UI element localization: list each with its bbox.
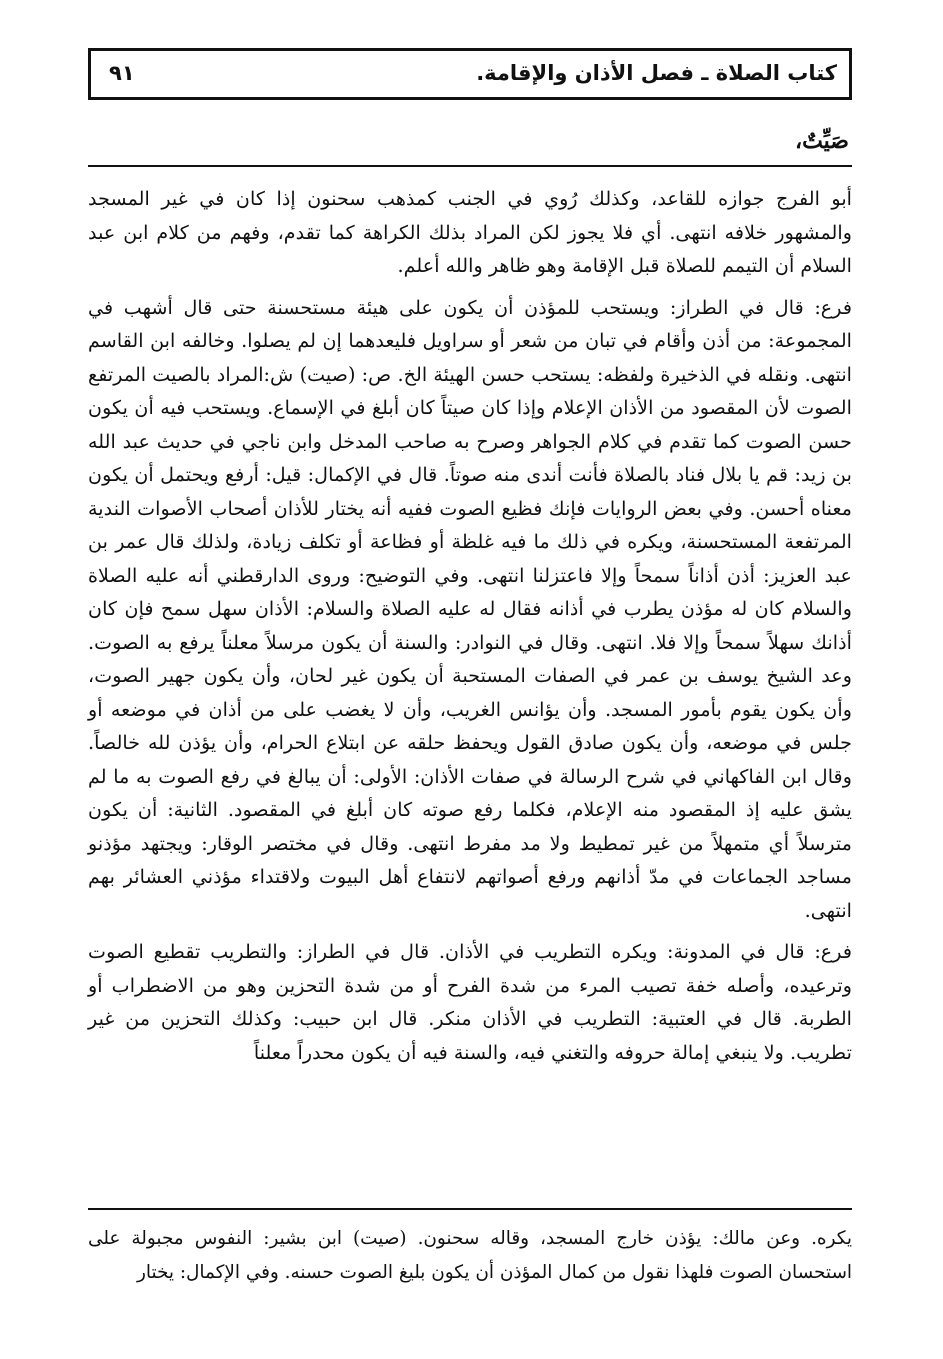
paragraph-1: أبو الفرج جوازه للقاعد، وكذلك رُوي في الجنب كمذهب سحنون إذا كان في غير المسجد والمشهور خلافه انتهى. أي فلا يجوز لكن المراد بذلك الكراهة كما تقدم، وفهم من كلام ابن عبد السلام أن التيمم للصلاة قبل الإقامة وهو ظاهر والله أعلم. <box>88 187 852 277</box>
matn-footnote <box>88 1222 852 1290</box>
paragraph-2: فرع: قال في الطراز: ويستحب للمؤذن أن يكون على هيئة مستحسنة حتى قال أشهب في المجموعة: من أذن وأقام في تبان من شعر أو سراويل فليعدهما إن لم يصلوا. وخالفه ابن القاسم انتهى. ونقله في الذخيرة ولفظه: يستحب حسن الهيئة الخ. ص: (صيت) ش:المراد بالصيت المرتفع الصوت لأن المقصود من الأذان الإعلام وإذا كان صيتاً كان أبلغ في الإسماع. ويستحب فيه أن يكون حسن الصوت كما تقدم في كلام الجواهر وصرح به صاحب المدخل وابن ناجي في حديث عبد الله بن زيد: قم يا بلال فناد بالصلاة فأنت أندى منه صوتاً. قال في الإكمال: قيل: أرفع ويحتمل أن يكون معناه أحسن. وفي بعض الروايات فإنك فظيع الصوت ففيه أنه يختار للأذان أصحاب الأصوات الندية المرتفعة المستحسنة، ويكره في ذلك ما فيه غلظة أو فظاعة أو تكلف زيادة، ولذلك قال عمر بن عبد العزيز: أذن أذاناً سمحاً وإلا فاعتزلنا انتهى. وفي التوضيح: وروى الدارقطني أنه عليه الصلاة والسلام كان له مؤذن يطرب في أذانه فقال له عليه الصلاة والسلام: الأذان سهل سمح فإن كان أذانك سهلاً سمحاً وإلا فلا. انتهى. وقال في النوادر: والسنة أن يكون مرسلاً معلناً يرفع به الصوت. وعد الشيخ يوسف بن عمر في الصفات المستحبة أن يكون غير لحان، وأن يكون جهير الصوت، وأن يكون يقوم بأمور المسجد. وأن يؤانس الغريب، وأن لا يغضب على من أذان في موضعه أو جلس في موضعه، وأن يكون صادق القول ويحفظ حلقه عن ابتلاع الحرام، وأن يؤذن لله خالصاً. وقال ابن الفاكهاني في شرح الرسالة في صفات الأذان: الأولى: أن يبالغ في رفع الصوت به ما لم يشق عليه إذ المقصود منه الإعلام، فكلما رفع صوته كان أبلغ في المقصود. الثانية: أن يكون مترسلاً أي متمهلاً من غير تمطيط ولا مد مفرط انتهى. وقال في مختصر الوقار: ويجتهد مؤذنو مساجد الجماعات في مدّ أذانهم ورفع أصواتهم لانتفاع أهل البيوت ولاقتداء مؤذني العشائر بهم انتهى. <box>88 295 852 922</box>
footnote-text: يكره. وعن مالك: يؤذن خارج المسجد، وقاله سحنون. (صيت) ابن بشير: النفوس مجبولة على استحسان الصوت فلهذا نقول من كمال المؤذن أن يكون بليغ الصوت حسنه. وفي الإكمال: يختار <box>88 1228 852 1283</box>
continuation-word: صَيِّتٌ، <box>794 128 849 154</box>
running-header <box>88 48 852 100</box>
page-number: ٩١ <box>109 61 135 85</box>
top-divider <box>88 165 852 167</box>
footnote-divider <box>88 1208 852 1210</box>
paragraph-3: فرع: قال في المدونة: ويكره التطريب في الأذان. قال في الطراز: والتطريب تقطيع الصوت وترعيده، وأصله خفة تصيب المرء من شدة الفرح أو من شدة التحزين وهو من الاضطراب أو الطربة. قال في العتبية: التطريب في الأذان منكر. قال ابن حبيب: وكذلك التحزين من غير تطريب. ولا ينبغي إمالة حروفه والتغني فيه، والسنة فيه أن يكون محدراً معلناً <box>88 940 852 1064</box>
commentary-body <box>88 182 852 1069</box>
header-title: كتاب الصلاة ـ فصل الأذان والإقامة. <box>476 61 837 85</box>
